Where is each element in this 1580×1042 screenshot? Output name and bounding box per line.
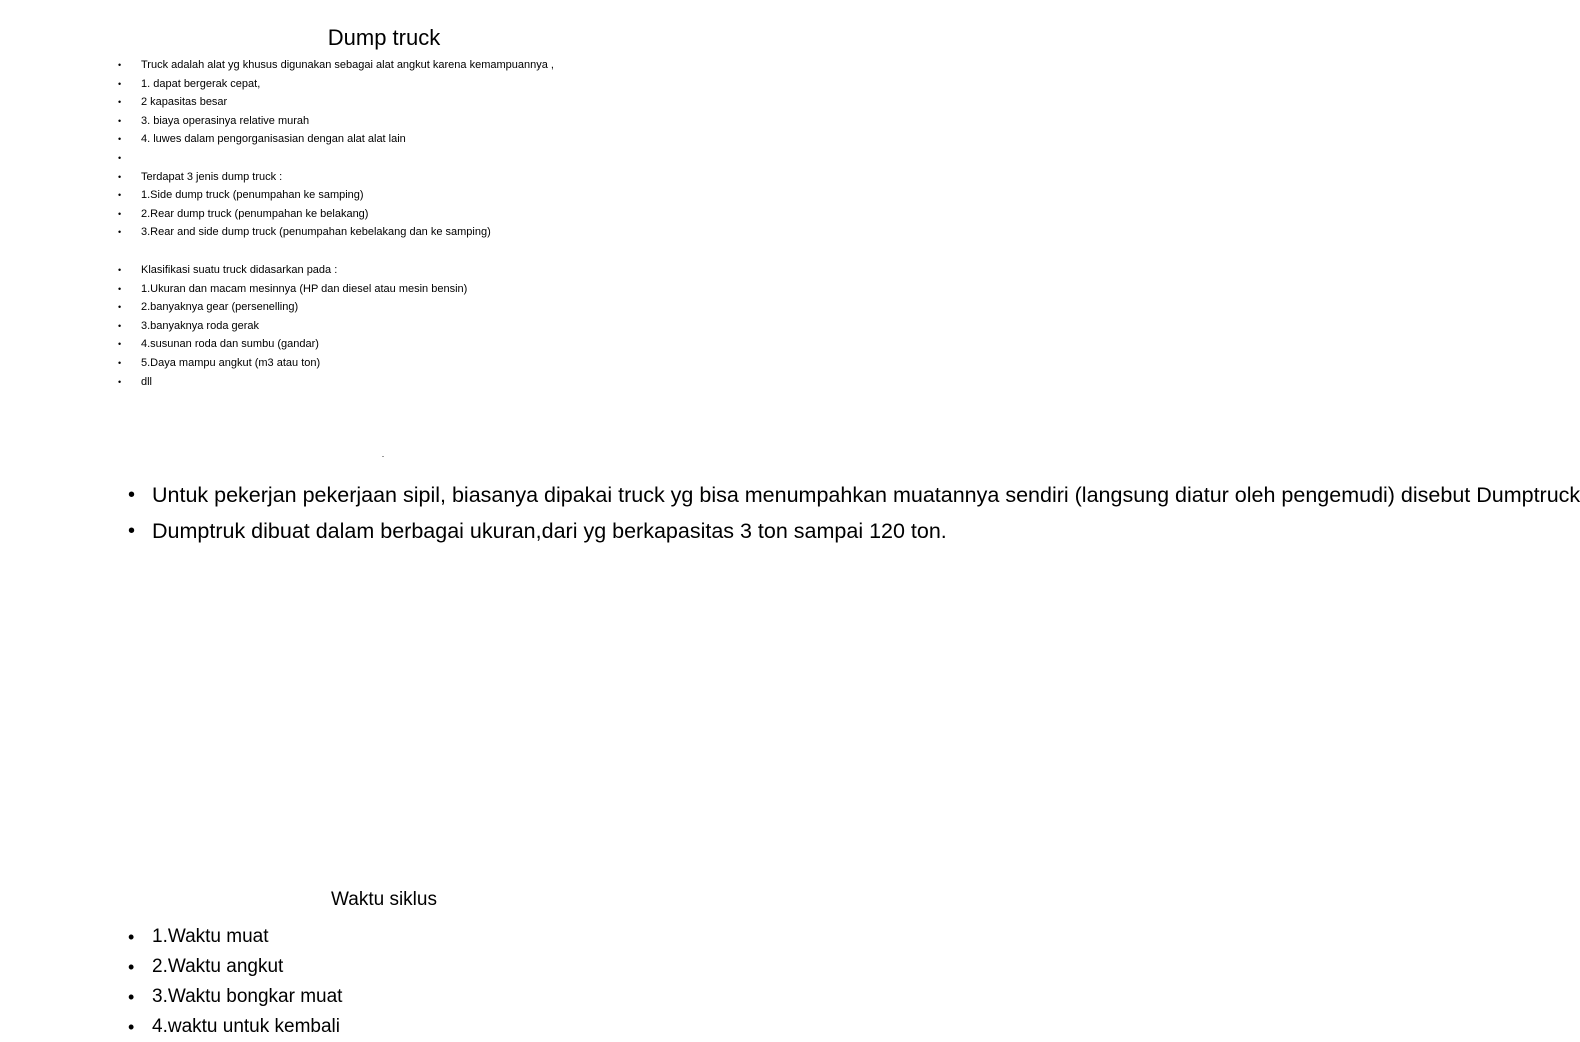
bullet-icon: • <box>118 339 122 350</box>
list-item: • 3.Rear and side dump truck (penumpahan kebelakang dan ke samping) <box>118 223 554 242</box>
list-item: • Dumptruk dibuat dalam berbagai ukuran,dari yg berkapasitas 3 ton sampai 120 ton. <box>128 516 648 547</box>
bullet-icon: • <box>118 302 122 313</box>
bullet-list-usage <box>128 480 1580 552</box>
bullet-icon: • <box>118 265 122 275</box>
bullet-icon: • <box>128 987 135 1007</box>
list-item: • Klasifikasi suatu truck didasarkan pada : <box>118 261 467 280</box>
bullet-icon: • <box>118 208 122 219</box>
bullet-icon: • <box>118 78 122 89</box>
slide-cycle-time <box>0 860 768 1037</box>
bullet-icon: • <box>118 134 122 145</box>
slide-title: Waktu siklus <box>331 889 437 910</box>
list-item: • 2.banyaknya gear (persenelling) <box>118 298 467 317</box>
list-item: • 1.Ukuran dan macam mesinnya (HP dan diesel atau mesin bensin) <box>118 280 467 299</box>
bullet-list-classification <box>118 261 467 391</box>
list-item: • 3. biaya operasinya relative murah <box>118 112 554 131</box>
list-item: • 4.susunan roda dan sumbu (gandar) <box>118 335 467 354</box>
bullet-icon: • <box>118 357 122 368</box>
list-item: • 4.waktu untuk kembali <box>128 1012 342 1042</box>
slide-dump-truck <box>0 0 768 430</box>
bullet-list-definition <box>118 56 554 242</box>
bullet-icon: • <box>118 152 122 163</box>
bullet-icon: • <box>128 520 136 542</box>
list-item: • 3.Waktu bongkar muat <box>128 982 342 1012</box>
bullet-icon: • <box>118 97 122 108</box>
list-item: • 2.Waktu angkut <box>128 952 342 982</box>
list-item: • Truck adalah alat yg khusus digunakan sebagai alat angkut karena kemampuannya , <box>118 56 554 75</box>
bullet-icon: • <box>128 957 135 977</box>
list-item: • 5.Daya mampu angkut (m3 atau ton) <box>118 354 467 373</box>
bullet-icon: • <box>128 1017 135 1037</box>
list-item: • 1.Waktu muat <box>128 922 342 952</box>
bullet-icon: • <box>118 60 122 70</box>
slide-title: Dump truck <box>327 25 441 50</box>
bullet-icon: • <box>118 115 122 126</box>
list-item: • 2.Rear dump truck (penumpahan ke belakang) <box>118 205 554 224</box>
list-item: • dll <box>118 373 467 392</box>
list-item: • Terdapat 3 jenis dump truck : <box>118 168 554 187</box>
bullet-icon: • <box>118 320 122 331</box>
slide-dumptruck-usage <box>0 430 1580 860</box>
bullet-icon: • <box>118 227 122 238</box>
list-item: • 1.Side dump truck (penumpahan ke samping) <box>118 186 554 205</box>
bullet-icon: • <box>118 376 122 387</box>
bullet-icon: • <box>128 484 136 506</box>
list-item: • 2 kapasitas besar <box>118 93 554 112</box>
list-item: • 4. luwes dalam pengorganisasian dengan alat alat lain <box>118 130 554 149</box>
bullet-icon: • <box>128 927 135 947</box>
decorative-dot <box>382 456 384 457</box>
list-item: • 3.banyaknya roda gerak <box>118 317 467 336</box>
bullet-list-cycle-time <box>128 922 342 1042</box>
list-item: • Untuk pekerjan pekerjaan sipil, biasanya dipakai truck yg bisa menumpahkan muatannya sendiri (langsung diatur oleh pengemudi) disebut Dumptruck <box>128 480 648 511</box>
list-item: • 1. dapat bergerak cepat, <box>118 75 554 94</box>
bullet-icon: • <box>118 190 122 201</box>
bullet-icon: • <box>118 171 122 182</box>
list-item-empty <box>118 149 554 168</box>
bullet-icon: • <box>118 283 122 294</box>
